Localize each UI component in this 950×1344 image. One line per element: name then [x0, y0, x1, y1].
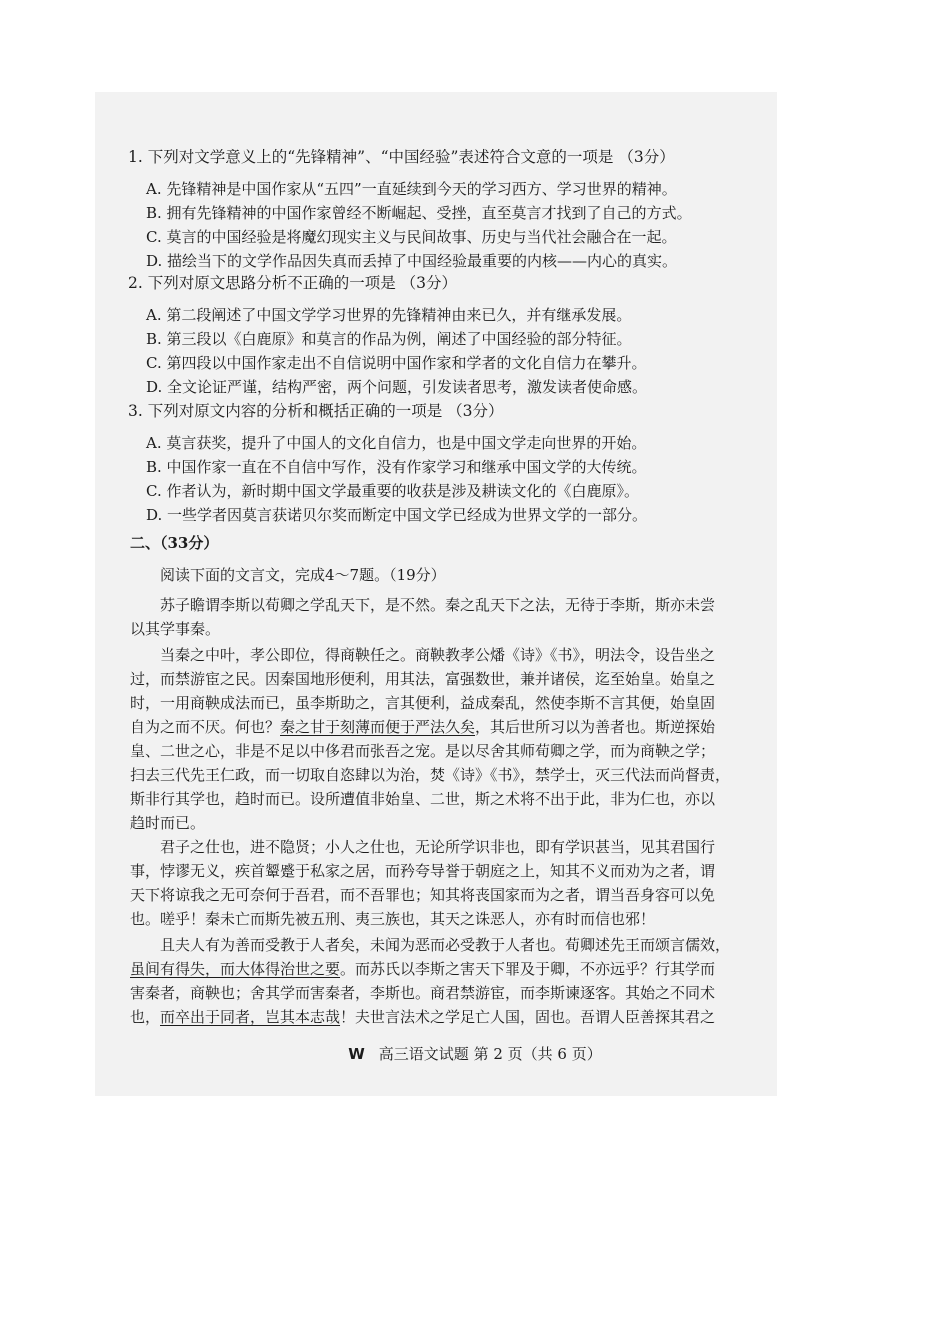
question-3-option-c: C. 作者认为，新时期中国文学最重要的收获是涉及耕读文化的《白鹿原》。 — [146, 482, 639, 500]
underlined-sentence: 而卒出于同者，岂其本志哉 — [160, 1008, 341, 1026]
passage-line: 当秦之中叶，孝公即位，得商鞅任之。商鞅教孝公燔《诗》《书》，明法令，设告坐之 — [160, 646, 716, 664]
passage-line — [130, 718, 715, 736]
passage-line: 时，一用商鞅成法而已，虽李斯助之，言其便利，益成秦乱，然使李斯不言其便，始皇固 — [130, 694, 716, 712]
passage-line: 过，而禁游宦之民。因秦国地形便利，用其法，富强数世，兼并诸侯，迄至始皇。始皇之 — [130, 670, 716, 688]
question-3-option-b: B. 中国作家一直在不自信中写作，没有作家学习和继承中国文学的大传统。 — [146, 458, 647, 476]
passage-line: 且夫人有为善而受教于人者矣，未闻为恶而必受教于人者也。荀卿述先王而颂言儒效， — [160, 936, 731, 954]
passage-line: 害秦者，商鞅也；舍其学而害秦者，李斯也。商君禁游宦，而李斯谏逐客。其始之不同术 — [130, 984, 716, 1002]
passage-line: 君子之仕也，进不隐贤；小人之仕也，无论所学识非也，即有学识甚当，见其君国行 — [160, 838, 716, 856]
question-1-option-c: C. 莫言的中国经验是将魔幻现实主义与民间故事、历史与当代社会融合在一起。 — [146, 228, 677, 246]
passage-line: 斯非行其学也，趋时而已。设所遭值非始皇、二世，斯之术将不出于此，非为仁也，亦以 — [130, 790, 716, 808]
question-2-option-a: A. 第二段阐述了中国文学学习世界的先锋精神由来已久，并有继承发展。 — [146, 306, 632, 324]
page-footer — [0, 1043, 950, 1064]
passage-line: 趋时而已。 — [130, 814, 206, 832]
question-1-stem: 1. 下列对文学意义上的“先锋精神”、“中国经验”表述符合文意的一项是 （3分） — [128, 148, 675, 166]
question-1-option-a: A. 先锋精神是中国作家从“五四”一直延续到今天的学习西方、学习世界的精神。 — [146, 180, 677, 198]
question-3-option-a: A. 莫言获奖，提升了中国人的文化自信力，也是中国文学走向世界的开始。 — [146, 434, 647, 452]
passage-line: 事，悖谬无义，疾首颦蹙于私家之居，而矜夸导誉于朝庭之上，知其不义而劝为之者，谓 — [130, 862, 716, 880]
passage-line: 扫去三代先王仁政，而一切取自恣肆以为治，焚《诗》《书》，禁学士，灭三代法而尚督责， — [130, 766, 731, 784]
passage-text: ，其后世所习以为善者也。斯逆探始 — [475, 718, 716, 736]
footer-page-info: 高三语文试题 第 2 页（共 6 页） — [378, 1045, 602, 1063]
question-1-option-b: B. 拥有先锋精神的中国作家曾经不断崛起、受挫，直至莫言才找到了自己的方式。 — [146, 204, 692, 222]
section-two-heading: 二、（33分） — [130, 534, 219, 552]
underlined-sentence: 秦之甘于刻薄而便于严法久矣 — [280, 718, 476, 736]
passage-line — [130, 960, 715, 978]
passage-line: 皇、二世之心，非是不足以中侈君而张吾之宠。是以尽舍其师荀卿之学，而为商鞅之学； — [130, 742, 716, 760]
question-1-option-d: D. 描绘当下的文学作品因失真而丢掉了中国经验最重要的内核——内心的真实。 — [146, 252, 678, 270]
passage-text: 。而苏氏以李斯之害天下罪及于卿，不亦远乎？行其学而 — [340, 960, 716, 978]
passage-text: 自为之而不厌。何也？ — [130, 718, 281, 736]
passage-line: 以其学事秦。 — [130, 620, 221, 638]
question-2-option-d: D. 全文论证严谨，结构严密，两个问题，引发读者思考，激发读者使命感。 — [146, 378, 648, 396]
passage-line — [130, 1008, 715, 1026]
passage-text: ！夫世言法术之学足亡人国，固也。吾谓人臣善探其君之 — [340, 1008, 716, 1026]
question-2-option-b: B. 第三段以《白鹿原》和莫言的作品为例，阐述了中国经验的部分特征。 — [146, 330, 632, 348]
question-3-stem: 3. 下列对原文内容的分析和概括正确的一项是 （3分） — [128, 402, 504, 420]
underlined-sentence: 虽间有得失，而大体得治世之要 — [130, 960, 341, 978]
section-two-instruction: 阅读下面的文言文，完成4～7题。（19分） — [160, 566, 446, 584]
passage-text: 也， — [130, 1008, 161, 1026]
passage-line: 也。嗟乎！秦未亡而斯先被五刑、夷三族也，其天之诛恶人，亦有时而信也邪！ — [130, 910, 656, 928]
passage-line: 苏子瞻谓李斯以荀卿之学乱天下，是不然。秦之乱天下之法，无待于李斯，斯亦未尝 — [160, 596, 716, 614]
question-2-option-c: C. 第四段以中国作家走出不自信说明中国作家和学者的文化自信力在攀升。 — [146, 354, 647, 372]
passage-line: 天下将谅我之无可奈何于吾君，而不吾罪也；知其将丧国家而为之者，谓当吾身容可以免 — [130, 886, 716, 904]
footer-mark: W — [348, 1045, 365, 1063]
question-2-stem: 2. 下列对原文思路分析不正确的一项是 （3分） — [128, 274, 458, 292]
question-3-option-d: D. 一些学者因莫言获诺贝尔奖而断定中国文学已经成为世界文学的一部分。 — [146, 506, 648, 524]
